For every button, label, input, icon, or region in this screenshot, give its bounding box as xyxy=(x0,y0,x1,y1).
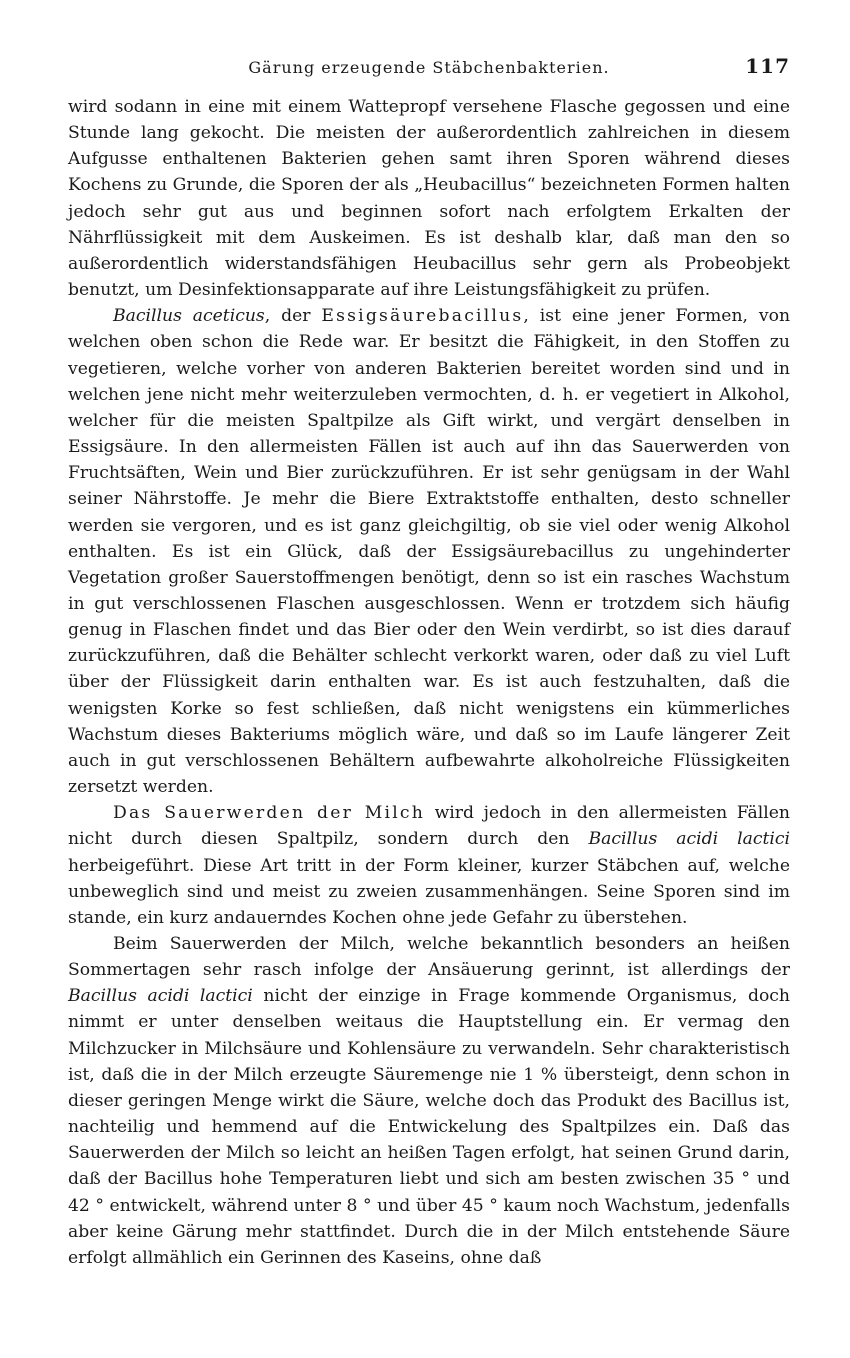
body-text xyxy=(68,94,790,1271)
book-page xyxy=(68,52,790,1271)
paragraph-2 xyxy=(68,303,790,800)
text-segment: , ist eine jener Formen, von welchen oben schon die Rede war. Er besitzt die Fähigkeit, in den Stoffen zu vegetieren, welche vorher von anderen Bakterien bereitet worden sind und in welchen jene nicht mehr weiterzuleben vermochten, d. h. er vegetiert in Alkohol, welcher für die meisten Spaltpilze als Gift wirkt, und vergärt denselben in Essigsäure. In den allermeisten Fällen ist auch auf ihn das Sauerwerden von Fruchtsäften, Wein und Bier zurückzuführen. Er ist sehr genügsam in der Wahl seiner Nährstoffe. Je mehr die Biere Extraktstoffe enthalten, desto schneller werden sie vergoren, und es ist ganz gleichgiltig, ob sie viel oder wenig Alkohol enthalten. Es ist ein Glück, daß der Essigsäurebacillus zu ungehinderter Vegetation großer Sauerstoffmengen benötigt, denn so ist ein rasches Wachstum in gut verschlossenen Flaschen ausgeschlossen. Wenn er trotzdem sich häufig genug in Flaschen findet und das Bier oder den Wein verdirbt, so ist dies darauf zurückzuführen, daß die Behälter schlecht verkorkt waren, oder daß zu viel Luft über der Flüssigkeit darin enthalten war. Es ist auch festzuhalten, daß die wenigsten Korke so fest schließen, daß nicht wenigstens ein kümmerliches Wachstum dieses Bakteriums möglich wäre, und daß so im Laufe längerer Zeit auch in gut verschlossenen Behältern aufbewahrte alkoholreiche Flüssigkeiten zersetzt werden. xyxy=(68,306,791,798)
text-segment: herbeigeführt. Diese Art tritt in der Form kleiner, kurzer Stäbchen auf, welche unbeweglich sind und meist zu zweien zusammenhängen. Seine Sporen sind im stande, ein kurz andauerndes Kochen ohne jede Gefahr zu überstehen. xyxy=(68,855,790,928)
species-name: Bacillus acidi lactici xyxy=(588,829,790,850)
paragraph-1 xyxy=(68,94,790,303)
text-segment: wird sodann in eine mit einem Wattepropf versehene Flasche gegossen und eine Stunde lang gekocht. Die meisten der außerordentlich zahlreichen in diesem Aufgusse enthaltenen Bakterien gehen samt ihren Sporen während dieses Kochens zu Grunde, die Sporen der als „Heubacillus“ bezeichneten Formen halten jedoch sehr gut aus und beginnen sofort nach erfolgtem Erkalten der Nährflüssigkeit mit dem Auskeimen. Es ist deshalb klar, daß man den so außerordentlich widerstandsfähigen Heubacillus sehr gern als Probeobjekt benutzt, um Desinfektionsapparate auf ihre Leistungsfähigkeit zu prüfen. xyxy=(68,97,790,301)
text-segment: wird jedoch in den allermeisten Fällen nicht durch diesen Spaltpilz, sondern durch den xyxy=(68,803,790,850)
text-segment: nicht der einzige in Frage kommende Organismus, doch nimmt er unter denselben weitaus die Hauptstellung ein. Er vermag den Milchzucker in Milchsäure und Kohlensäure zu verwandeln. Sehr charakteristisch ist, daß die in der Milch erzeugte Säuremenge nie 1 % übersteigt, denn schon in dieser geringen Menge wirkt die Säure, welche doch das Produkt des Bacillus ist, nachteilig und hemmend auf die Entwickelung des Spaltpilzes ein. Daß das Sauerwerden der Milch so leicht an heißen Tagen erfolgt, hat seinen Grund darin, daß der Bacillus hohe Temperaturen liebt und sich am besten zwischen 35 ° und 42 ° entwickelt, während unter 8 ° und über 45 ° kaum noch Wachstum, jedenfalls aber keine Gärung mehr stattfindet. Durch die in der Milch entstehende Säure erfolgt allmählich ein Gerinnen des Kaseins, ohne daß xyxy=(68,986,790,1268)
species-name: Bacillus acidi lactici xyxy=(68,986,253,1007)
paragraph-4 xyxy=(68,931,790,1271)
emphasized-term: Essigsäurebacillus xyxy=(321,306,524,327)
page-header xyxy=(68,52,790,86)
text-segment: Beim Sauerwerden der Milch, welche bekanntlich besonders an heißen Sommertagen sehr rasch infolge der Ansäuerung gerinnt, ist allerdings der xyxy=(68,934,790,981)
text-segment: , der xyxy=(264,306,322,327)
paragraph-3 xyxy=(68,800,790,931)
species-name: Bacillus aceticus xyxy=(113,306,265,327)
page-number: 117 xyxy=(745,54,790,78)
running-title: Gärung erzeugende Stäbchenbakterien. xyxy=(248,58,610,77)
emphasized-term: Das Sauerwerden der Milch xyxy=(113,803,426,824)
